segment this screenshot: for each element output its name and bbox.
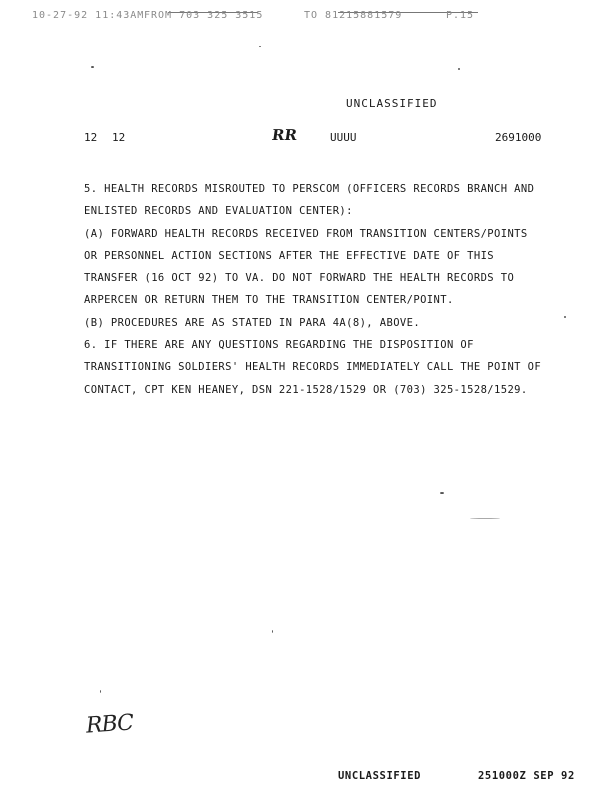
fax-timestamp: 10-27-92 11:43AM [32, 10, 145, 21]
body-line: 5. HEALTH RECORDS MISROUTED TO PERSCOM (OFFICERS RECORDS BRANCH AND [84, 183, 535, 195]
body-line: OR PERSONNEL ACTION SECTIONS AFTER THE EFFECTIVE DATE OF THIS [84, 249, 495, 262]
scan-speck [440, 492, 444, 494]
body-line: TRANSITIONING SOLDIERS' HEALTH RECORDS IMMEDIATELY CALL THE POINT OF [84, 361, 542, 374]
body-line: TRANSFER (16 OCT 92) TO VA. DO NOT FORWARD THE HEALTH RECORDS TO [84, 272, 515, 285]
scan-speck [259, 46, 261, 47]
body-line: 6. IF THERE ARE ANY QUESTIONS REGARDING THE DISPOSITION OF [84, 339, 474, 352]
footer-line [338, 770, 598, 786]
scan-speck [91, 66, 94, 68]
scan-speck [458, 68, 460, 70]
scan-speck [272, 630, 273, 633]
routing-code-2: 12 [112, 131, 126, 144]
body-line: CONTACT, CPT KEN HEANEY, DSN 221-1528/1529 OR (703) 325-1528/1529. [84, 383, 528, 396]
fax-header [8, 10, 608, 24]
message-body [84, 178, 584, 401]
classification-top: UNCLASSIFIED [346, 97, 438, 110]
routing-dtg: 2691000 [495, 131, 542, 144]
precedence-mark: RR [270, 126, 299, 144]
fax-from-number: FROM 703 325 3515 [144, 10, 264, 21]
body-line: (B) PROCEDURES ARE AS STATED IN PARA 4A(8), ABOVE. [84, 316, 421, 329]
body-line: ARPERCEN OR RETURN THEM TO THE TRANSITION CENTER/POINT. [84, 294, 454, 307]
fax-to-number: TO 81215881579 [304, 10, 403, 21]
message-classification: UUUU [330, 131, 357, 144]
scan-speck [470, 518, 500, 519]
body-line: (A) FORWARD HEALTH RECORDS RECEIVED FROM TRANSITION CENTERS/POINTS [84, 227, 528, 240]
routing-code-1: 12 [84, 131, 98, 144]
footer-dtg: 251000Z SEP 92 [478, 770, 575, 782]
classification-bottom: UNCLASSIFIED [338, 770, 422, 782]
body-line: ENLISTED RECORDS AND EVALUATION CENTER): [84, 205, 353, 218]
handwritten-initials: RBC [85, 710, 134, 739]
fax-page-number: P.15 [446, 10, 475, 21]
scan-speck [100, 690, 101, 693]
scan-speck [564, 316, 566, 318]
routing-line [84, 126, 554, 151]
